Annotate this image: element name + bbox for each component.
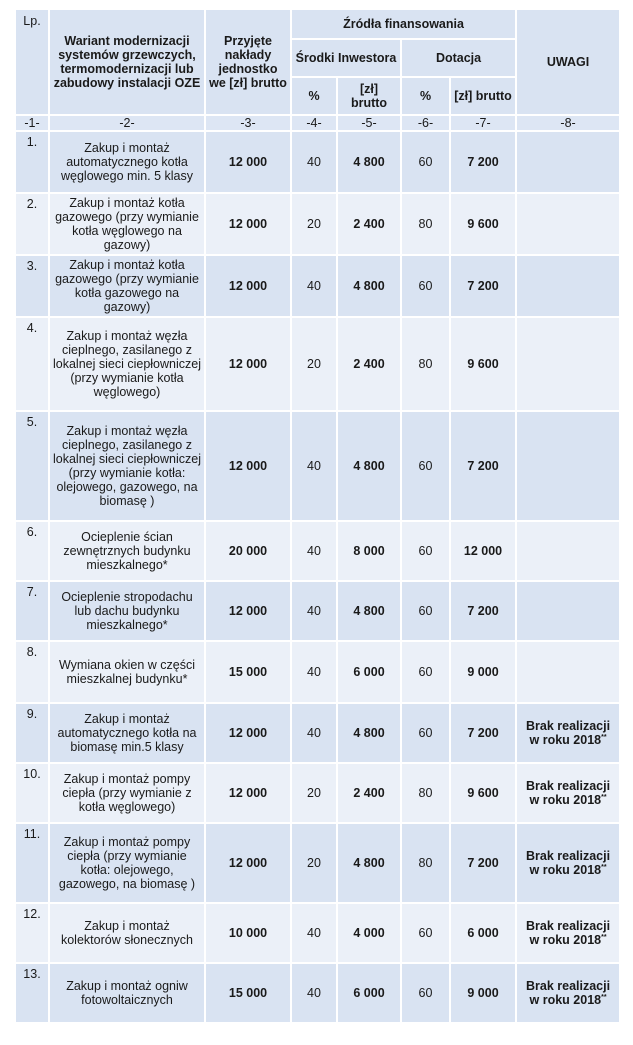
table-row xyxy=(15,317,620,411)
row-pct-dotacja: 60 xyxy=(401,521,450,581)
table-body xyxy=(15,131,620,1023)
row-wariant: Ocieplenie stropodachu lub dachu budynku mieszkalnego* xyxy=(49,581,205,641)
row-uwagi xyxy=(516,131,620,193)
row-naklady: 15 000 xyxy=(205,641,291,703)
header-srodki-inwestora: Środki Inwestora xyxy=(291,39,401,77)
row-wariant: Zakup i montaż ogniw fotowoltaicznych xyxy=(49,963,205,1023)
row-zl-inwestor: 4 000 xyxy=(337,903,401,963)
colnum: -4- xyxy=(291,115,337,131)
header-uwagi: UWAGI xyxy=(516,9,620,115)
row-pct-inwestor: 40 xyxy=(291,521,337,581)
row-pct-dotacja: 80 xyxy=(401,193,450,255)
table-row xyxy=(15,903,620,963)
table-row xyxy=(15,763,620,823)
row-uwagi xyxy=(516,903,620,963)
row-uwagi xyxy=(516,317,620,411)
row-pct-inwestor: 40 xyxy=(291,903,337,963)
uwagi-footnote-mark: ** xyxy=(601,863,607,871)
row-lp: 13. xyxy=(15,963,49,1023)
row-naklady: 12 000 xyxy=(205,255,291,317)
row-uwagi xyxy=(516,641,620,703)
header-zl-dotacja: [zł] brutto xyxy=(450,77,516,115)
row-naklady: 12 000 xyxy=(205,131,291,193)
uwagi-text: Brak realizacji w roku 2018 xyxy=(526,719,611,747)
table-row xyxy=(15,823,620,903)
row-lp: 2. xyxy=(15,193,49,255)
row-lp: 1. xyxy=(15,131,49,193)
row-naklady: 12 000 xyxy=(205,703,291,763)
row-wariant: Zakup i montaż pompy ciepła (przy wymianie kotła: olejowego, gazowego, na biomasę ) xyxy=(49,823,205,903)
uwagi-text: Brak realizacji w roku 2018 xyxy=(526,779,611,807)
colnum: -3- xyxy=(205,115,291,131)
row-wariant: Zakup i montaż kotła gazowego (przy wymianie kotła węglowego na gazowy) xyxy=(49,193,205,255)
row-pct-dotacja: 60 xyxy=(401,255,450,317)
row-naklady: 12 000 xyxy=(205,763,291,823)
table-row xyxy=(15,193,620,255)
row-uwagi xyxy=(516,255,620,317)
row-lp: 4. xyxy=(15,317,49,411)
row-pct-dotacja: 80 xyxy=(401,763,450,823)
row-zl-inwestor: 4 800 xyxy=(337,581,401,641)
row-wariant: Wymiana okien w części mieszkalnej budynku* xyxy=(49,641,205,703)
header-zrodla: Źródła finansowania xyxy=(291,9,516,39)
row-pct-inwestor: 40 xyxy=(291,131,337,193)
row-uwagi xyxy=(516,411,620,521)
row-pct-dotacja: 60 xyxy=(401,581,450,641)
row-naklady: 12 000 xyxy=(205,823,291,903)
row-naklady: 12 000 xyxy=(205,317,291,411)
header-naklady: Przyjęte nakłady jednostko we [zł] brutto xyxy=(205,9,291,115)
row-pct-dotacja: 60 xyxy=(401,411,450,521)
row-zl-inwestor: 2 400 xyxy=(337,193,401,255)
row-zl-dotacja: 9 600 xyxy=(450,317,516,411)
row-pct-inwestor: 40 xyxy=(291,703,337,763)
table-row xyxy=(15,411,620,521)
colnum: -1- xyxy=(15,115,49,131)
table-row xyxy=(15,255,620,317)
header-pct-inwestor: % xyxy=(291,77,337,115)
row-wariant: Zakup i montaż węzła cieplnego, zasilanego z lokalnej sieci ciepłowniczej (przy wymianie kotła: olejowego, gazowego, na biomasę ) xyxy=(49,411,205,521)
row-wariant: Zakup i montaż pompy ciepła (przy wymianie z kotła węglowego) xyxy=(49,763,205,823)
row-zl-inwestor: 4 800 xyxy=(337,823,401,903)
row-pct-inwestor: 20 xyxy=(291,317,337,411)
row-uwagi xyxy=(516,823,620,903)
row-zl-inwestor: 4 800 xyxy=(337,131,401,193)
row-lp: 3. xyxy=(15,255,49,317)
row-wariant: Zakup i montaż kolektorów słonecznych xyxy=(49,903,205,963)
row-naklady: 12 000 xyxy=(205,193,291,255)
uwagi-text: Brak realizacji w roku 2018 xyxy=(526,919,611,947)
row-zl-dotacja: 9 600 xyxy=(450,763,516,823)
row-uwagi xyxy=(516,763,620,823)
row-wariant: Ocieplenie ścian zewnętrznych budynku mieszkalnego* xyxy=(49,521,205,581)
row-pct-inwestor: 40 xyxy=(291,255,337,317)
funding-table-container xyxy=(14,8,619,1024)
row-naklady: 12 000 xyxy=(205,411,291,521)
row-pct-inwestor: 40 xyxy=(291,963,337,1023)
row-pct-dotacja: 60 xyxy=(401,641,450,703)
colnum: -6- xyxy=(401,115,450,131)
row-zl-dotacja: 7 200 xyxy=(450,823,516,903)
row-naklady: 15 000 xyxy=(205,963,291,1023)
colnum: -7- xyxy=(450,115,516,131)
uwagi-footnote-mark: ** xyxy=(601,793,607,801)
row-pct-inwestor: 40 xyxy=(291,411,337,521)
header-pct-dotacja: % xyxy=(401,77,450,115)
row-pct-inwestor: 40 xyxy=(291,581,337,641)
row-pct-dotacja: 60 xyxy=(401,903,450,963)
table-row xyxy=(15,521,620,581)
row-naklady: 20 000 xyxy=(205,521,291,581)
header-dotacja: Dotacja xyxy=(401,39,516,77)
row-pct-dotacja: 60 xyxy=(401,131,450,193)
colnum: -8- xyxy=(516,115,620,131)
row-lp: 7. xyxy=(15,581,49,641)
table-row xyxy=(15,963,620,1023)
row-lp: 6. xyxy=(15,521,49,581)
row-pct-dotacja: 60 xyxy=(401,963,450,1023)
colnum: -2- xyxy=(49,115,205,131)
row-zl-dotacja: 7 200 xyxy=(450,131,516,193)
funding-table xyxy=(14,8,621,1024)
row-pct-dotacja: 60 xyxy=(401,703,450,763)
row-pct-dotacja: 80 xyxy=(401,823,450,903)
row-pct-inwestor: 20 xyxy=(291,193,337,255)
row-zl-dotacja: 7 200 xyxy=(450,581,516,641)
row-zl-dotacja: 6 000 xyxy=(450,903,516,963)
row-lp: 10. xyxy=(15,763,49,823)
row-zl-dotacja: 9 000 xyxy=(450,641,516,703)
table-row xyxy=(15,581,620,641)
row-zl-inwestor: 4 800 xyxy=(337,411,401,521)
row-naklady: 12 000 xyxy=(205,581,291,641)
row-lp: 11. xyxy=(15,823,49,903)
row-zl-dotacja: 9 600 xyxy=(450,193,516,255)
header-zl-inwestor: [zł] brutto xyxy=(337,77,401,115)
row-pct-inwestor: 40 xyxy=(291,641,337,703)
header-wariant: Wariant modernizacji systemów grzewczych, termomodernizacji lub zabudowy instalacji OZE xyxy=(49,9,205,115)
row-zl-dotacja: 7 200 xyxy=(450,411,516,521)
row-lp: 9. xyxy=(15,703,49,763)
table-row xyxy=(15,641,620,703)
uwagi-text: Brak realizacji w roku 2018 xyxy=(526,979,611,1007)
uwagi-text: Brak realizacji w roku 2018 xyxy=(526,849,611,877)
row-zl-inwestor: 8 000 xyxy=(337,521,401,581)
row-zl-inwestor: 6 000 xyxy=(337,641,401,703)
row-zl-inwestor: 4 800 xyxy=(337,255,401,317)
header-lp: Lp. xyxy=(15,9,49,115)
row-zl-inwestor: 6 000 xyxy=(337,963,401,1023)
row-zl-inwestor: 4 800 xyxy=(337,703,401,763)
row-zl-dotacja: 12 000 xyxy=(450,521,516,581)
row-zl-dotacja: 9 000 xyxy=(450,963,516,1023)
colnum: -5- xyxy=(337,115,401,131)
row-zl-dotacja: 7 200 xyxy=(450,703,516,763)
row-lp: 5. xyxy=(15,411,49,521)
row-lp: 12. xyxy=(15,903,49,963)
uwagi-footnote-mark: ** xyxy=(601,933,607,941)
row-wariant: Zakup i montaż automatycznego kotła węglowego min. 5 klasy xyxy=(49,131,205,193)
row-wariant: Zakup i montaż automatycznego kotła na biomasę min.5 klasy xyxy=(49,703,205,763)
row-uwagi xyxy=(516,703,620,763)
row-lp: 8. xyxy=(15,641,49,703)
uwagi-footnote-mark: ** xyxy=(601,733,607,741)
row-uwagi xyxy=(516,581,620,641)
row-uwagi xyxy=(516,521,620,581)
row-wariant: Zakup i montaż węzła cieplnego, zasilanego z lokalnej sieci ciepłowniczej (przy wymianie kotła węglowego) xyxy=(49,317,205,411)
row-pct-inwestor: 20 xyxy=(291,823,337,903)
row-zl-inwestor: 2 400 xyxy=(337,317,401,411)
row-uwagi xyxy=(516,963,620,1023)
row-zl-inwestor: 2 400 xyxy=(337,763,401,823)
row-uwagi xyxy=(516,193,620,255)
row-zl-dotacja: 7 200 xyxy=(450,255,516,317)
row-naklady: 10 000 xyxy=(205,903,291,963)
uwagi-footnote-mark: ** xyxy=(601,993,607,1001)
row-pct-inwestor: 20 xyxy=(291,763,337,823)
table-row xyxy=(15,703,620,763)
table-row xyxy=(15,131,620,193)
row-wariant: Zakup i montaż kotła gazowego (przy wymianie kotła gazowego na gazowy) xyxy=(49,255,205,317)
row-pct-dotacja: 80 xyxy=(401,317,450,411)
